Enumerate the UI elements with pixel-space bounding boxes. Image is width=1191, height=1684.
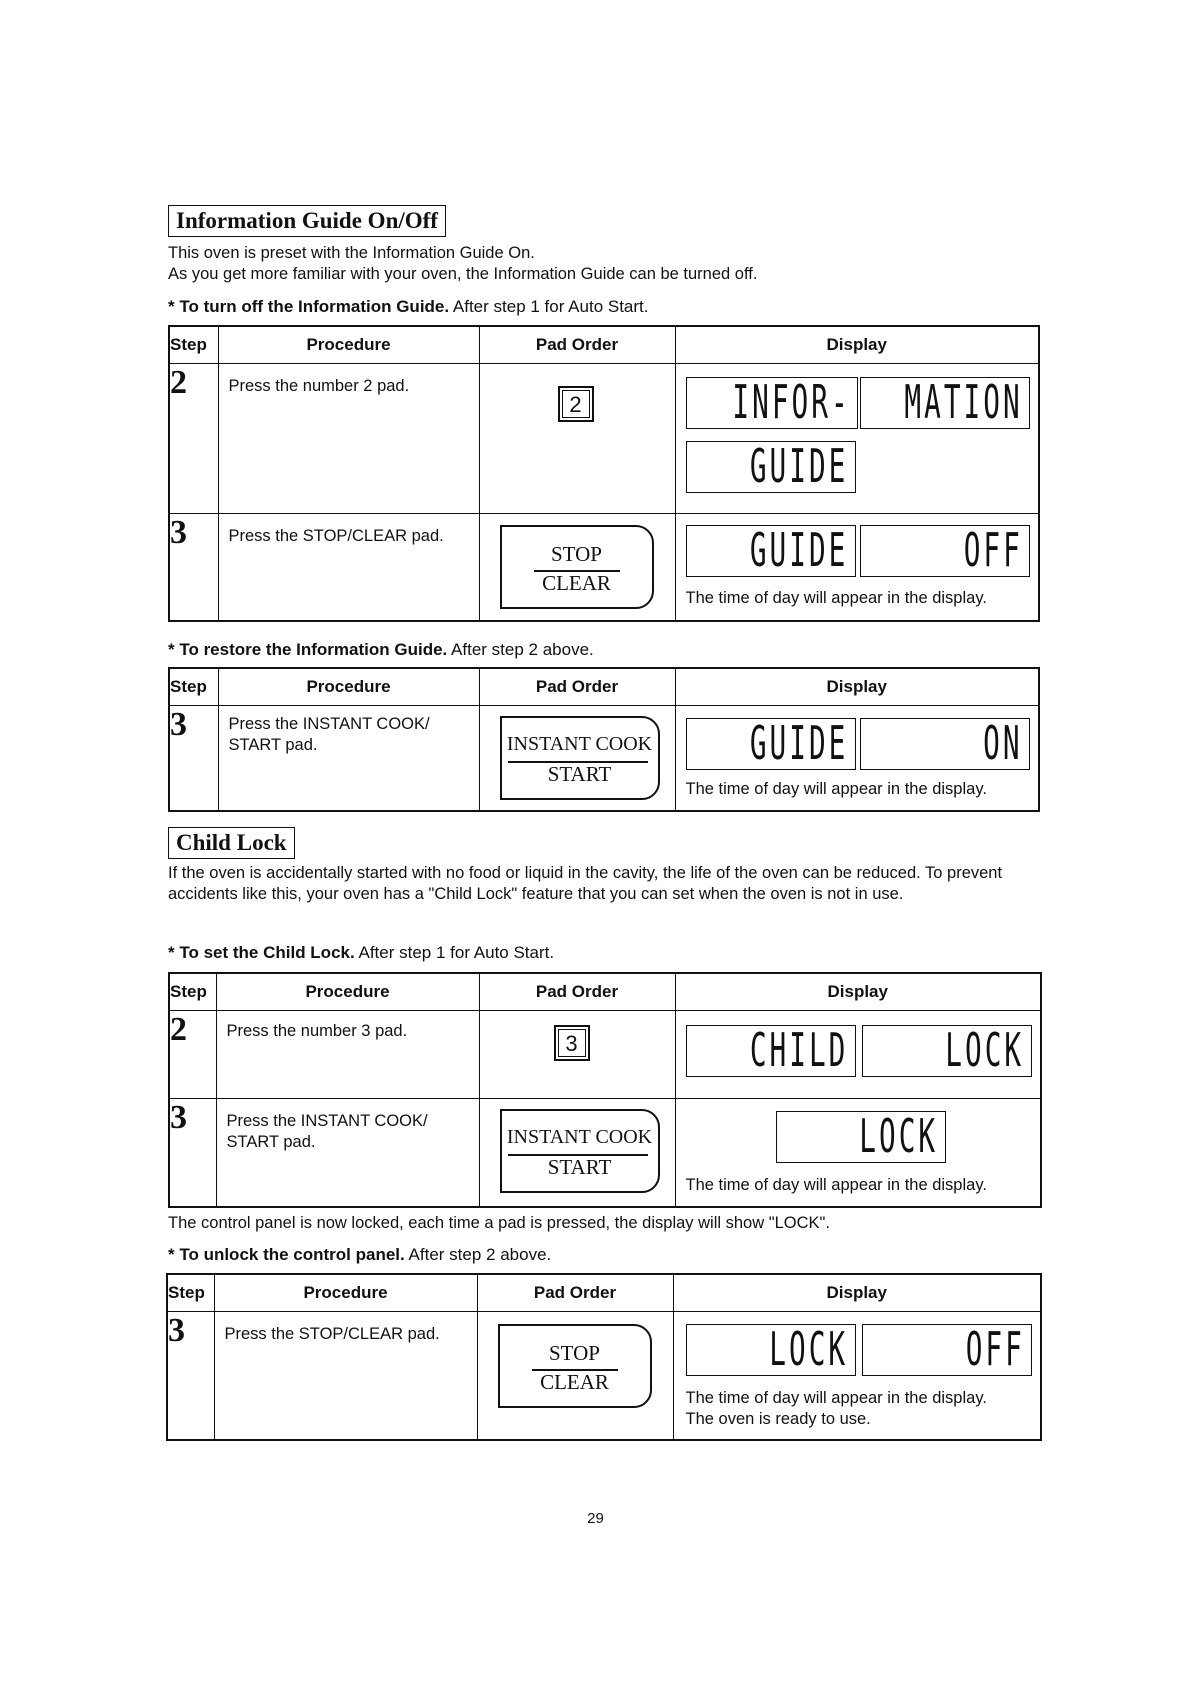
- stop-label: STOP: [551, 542, 602, 566]
- display-note: The time of day will appear in the display.: [685, 1176, 987, 1194]
- number-2-pad[interactable]: 2: [558, 386, 594, 422]
- header-procedure: Procedure: [216, 973, 479, 1011]
- header-display: Display: [675, 973, 1041, 1011]
- step-number: 3: [169, 706, 218, 811]
- pad-order-cell: [479, 514, 675, 621]
- lcd-text: OFF: [963, 523, 1023, 578]
- lcd-text: OFF: [965, 1322, 1025, 1377]
- lcd-panel: [686, 377, 858, 429]
- header-pad-order: Pad Order: [479, 973, 675, 1011]
- unlock-heading-rest: After step 2 above.: [404, 1245, 552, 1264]
- step-number: 3: [169, 1099, 216, 1207]
- lcd-panel: [686, 1025, 856, 1077]
- header-pad-order: Pad Order: [479, 668, 675, 706]
- number-3-pad[interactable]: 3: [554, 1025, 590, 1061]
- procedure-text: Press the INSTANT COOK/ START pad.: [216, 1099, 479, 1207]
- child-lock-intro: If the oven is accidentally started with no food or liquid in the cavity, the life of the oven can be reduced. To prevent accidents like this, your oven has a "Child Lock" feature that you can set when the oven is not in use.: [168, 864, 1003, 903]
- lcd-text: GUIDE: [749, 523, 849, 578]
- info-guide-intro-1: This oven is preset with the Information Guide On.: [168, 244, 535, 262]
- pad-order-cell: [477, 1312, 673, 1440]
- header-pad-order: Pad Order: [477, 1274, 673, 1312]
- info-guide-title: Information Guide On/Off: [168, 205, 446, 237]
- display-cell: [675, 364, 1039, 514]
- info-guide-intro-2: As you get more familiar with your oven, the Information Guide can be turned off.: [168, 265, 758, 283]
- start-label: START: [547, 762, 612, 786]
- display-cell: [675, 706, 1039, 811]
- turn-off-heading-rest: After step 1 for Auto Start.: [449, 297, 649, 316]
- unlock-table: [166, 1273, 1042, 1441]
- restore-heading-rest: After step 2 above.: [447, 640, 594, 659]
- procedure-text: Press the STOP/CLEAR pad.: [218, 514, 479, 621]
- restore-heading-bold: * To restore the Information Guide.: [168, 640, 448, 659]
- header-display: Display: [675, 326, 1039, 364]
- display-note: The oven is ready to use.: [685, 1410, 871, 1428]
- display-note: The time of day will appear in the display.: [685, 589, 987, 607]
- header-pad-order: Pad Order: [479, 326, 675, 364]
- pad-order-cell: [479, 1099, 675, 1207]
- header-step: Step: [167, 1274, 214, 1312]
- procedure-text: Press the number 3 pad.: [216, 1011, 479, 1099]
- unlock-heading: [168, 1245, 551, 1265]
- procedure-text: Press the INSTANT COOK/ START pad.: [218, 706, 479, 811]
- set-lock-heading: [168, 943, 554, 963]
- lcd-panel: [860, 525, 1030, 577]
- set-lock-heading-rest: After step 1 for Auto Start.: [354, 943, 555, 962]
- lcd-panel: [860, 377, 1030, 429]
- step-number: 2: [169, 1011, 216, 1099]
- header-procedure: Procedure: [214, 1274, 477, 1312]
- pad-order-cell: [479, 1011, 675, 1099]
- lcd-panel: [776, 1111, 946, 1163]
- display-cell: [675, 1011, 1041, 1099]
- display-note: The time of day will appear in the display.: [685, 1389, 987, 1407]
- lcd-text: GUIDE: [749, 716, 849, 771]
- lcd-panel: [862, 1324, 1032, 1376]
- step-number: 3: [167, 1312, 214, 1440]
- turn-off-heading: [168, 297, 649, 317]
- lcd-text: MATION: [904, 375, 1023, 430]
- restore-heading: [168, 640, 594, 660]
- display-cell: [675, 514, 1039, 621]
- turn-off-table: [168, 325, 1040, 622]
- set-lock-table: [168, 972, 1042, 1208]
- header-step: Step: [169, 326, 218, 364]
- lcd-text: ON: [983, 716, 1023, 771]
- header-display: Display: [675, 668, 1039, 706]
- procedure-text: Press the STOP/CLEAR pad.: [214, 1312, 477, 1440]
- header-step: Step: [169, 668, 218, 706]
- lcd-panel: [686, 718, 856, 770]
- set-lock-heading-bold: * To set the Child Lock.: [168, 943, 355, 962]
- step-number: 3: [169, 514, 218, 621]
- clear-label: CLEAR: [542, 571, 611, 595]
- locked-note: The control panel is now locked, each time a pad is pressed, the display will show "LOCK".: [168, 1214, 830, 1232]
- header-display: Display: [673, 1274, 1041, 1312]
- procedure-text: Press the number 2 pad.: [218, 364, 479, 514]
- display-note: The time of day will appear in the display.: [685, 780, 987, 798]
- lcd-panel: [686, 441, 856, 493]
- stop-clear-pad[interactable]: [498, 1324, 652, 1408]
- lcd-text: INFOR-: [732, 375, 851, 430]
- header-step: Step: [169, 973, 216, 1011]
- unlock-heading-bold: * To unlock the control panel.: [168, 1245, 405, 1264]
- stop-label: STOP: [549, 1341, 600, 1365]
- pad-order-cell: [479, 364, 675, 514]
- instant-cook-label: INSTANT COOK: [506, 733, 653, 755]
- start-label: START: [547, 1155, 612, 1179]
- lcd-text: LOCK: [769, 1322, 849, 1377]
- lcd-text: LOCK: [945, 1023, 1025, 1078]
- pad-order-cell: [479, 706, 675, 811]
- instant-cook-label: INSTANT COOK: [506, 1126, 653, 1148]
- lcd-text: CHILD: [749, 1023, 849, 1078]
- lcd-panel: [860, 718, 1030, 770]
- instant-cook-start-pad[interactable]: [500, 716, 660, 800]
- lcd-panel: [686, 1324, 856, 1376]
- instant-cook-start-pad[interactable]: [500, 1109, 660, 1193]
- lcd-text: GUIDE: [749, 439, 849, 494]
- clear-label: CLEAR: [540, 1370, 609, 1394]
- lcd-panel: [862, 1025, 1032, 1077]
- display-cell: [673, 1312, 1041, 1440]
- turn-off-heading-bold: * To turn off the Information Guide.: [168, 297, 450, 316]
- lcd-text: LOCK: [859, 1109, 939, 1164]
- page-number: 29: [587, 1510, 604, 1527]
- step-number: 2: [169, 364, 218, 514]
- stop-clear-pad[interactable]: [500, 525, 654, 609]
- header-procedure: Procedure: [218, 668, 479, 706]
- lcd-panel: [686, 525, 856, 577]
- restore-table: [168, 667, 1040, 812]
- display-cell: [675, 1099, 1041, 1207]
- child-lock-title: Child Lock: [168, 827, 295, 859]
- header-procedure: Procedure: [218, 326, 479, 364]
